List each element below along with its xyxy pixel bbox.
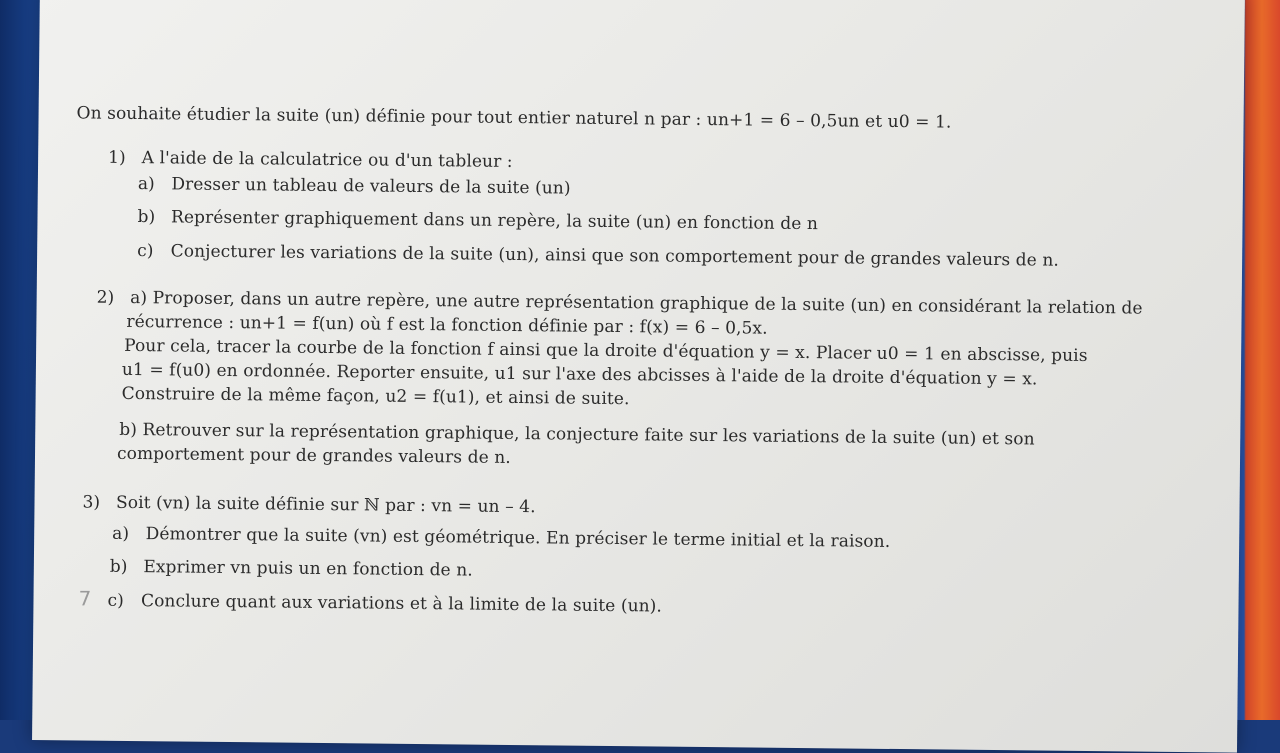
question-3b-label: b) xyxy=(109,556,128,577)
question-2b-line1: b) Retrouver sur la représentation graphique, la conjecture faite sur les variations de la suite (un) et son xyxy=(119,419,1035,450)
question-2a-line4: u1 = f(u0) en ordonnée. Reporter ensuite, u1 sur l'axe des abcisses à l'aide de la droite d'équation y = x. xyxy=(121,359,1038,390)
question-2a-line5: Construire de la même façon, u2 = f(u1), et ainsi de suite. xyxy=(121,383,630,410)
question-3a-label: a) xyxy=(112,523,130,544)
question-1a-text: Dresser un tableau de valeurs de la suite (un) xyxy=(171,174,571,199)
question-3 xyxy=(82,492,535,517)
question-3b xyxy=(110,557,473,581)
question-1a xyxy=(138,174,571,199)
question-3b-text: Exprimer vn puis un en fonction de n. xyxy=(143,557,473,581)
question-1 xyxy=(108,148,513,172)
question-3-number: 3) xyxy=(82,492,101,513)
question-3a xyxy=(112,524,890,552)
question-2b-line2: comportement pour de grandes valeurs de n. xyxy=(116,443,511,468)
question-2a-text-1: a) Proposer, dans un autre repère, une autre représentation graphique de la suite (un) en considérant la relation de xyxy=(130,287,1143,319)
paper-sheet xyxy=(32,0,1245,753)
question-1a-label: a) xyxy=(137,174,155,195)
question-1c-label: c) xyxy=(137,241,154,262)
question-3c xyxy=(107,591,662,617)
question-3c-text: Conclure quant aux variations et à la limite de la suite (un). xyxy=(140,591,663,617)
question-1b xyxy=(137,207,818,234)
question-3c-label: c) xyxy=(107,590,124,611)
question-2-number: 2) xyxy=(96,287,115,308)
question-1b-text: Représenter graphiquement dans un repère, la suite (un) en fonction de n xyxy=(170,207,819,235)
question-3-text: Soit (vn) la suite définie sur ℕ par : vn = un – 4. xyxy=(115,492,536,518)
question-1c xyxy=(137,241,1059,271)
pencil-mark: 7 xyxy=(78,586,92,611)
question-1-number: 1) xyxy=(108,147,126,168)
question-2a-line2: récurrence : un+1 = f(un) où f est la fonction définie par : f(x) = 6 – 0,5x. xyxy=(126,311,768,339)
question-2a-line3: Pour cela, tracer la courbe de la fonction f ainsi que la droite d'équation y = x. Placer u0 = 1 en abscisse, puis xyxy=(124,335,1088,366)
intro-text: On souhaite étudier la suite (un) définie pour tout entier naturel n par : un+1 = 6 – 0,5un et u0 = 1. xyxy=(76,103,952,133)
question-1c-text: Conjecturer les variations de la suite (un), ainsi que son comportement pour de grandes valeurs de n. xyxy=(170,241,1060,271)
question-1b-label: b) xyxy=(137,207,156,228)
question-3a-text: Démontrer que la suite (vn) est géométrique. En préciser le terme initial et la raison. xyxy=(145,524,891,552)
question-1-text: A l'aide de la calculatrice ou d'un tableur : xyxy=(141,148,513,172)
